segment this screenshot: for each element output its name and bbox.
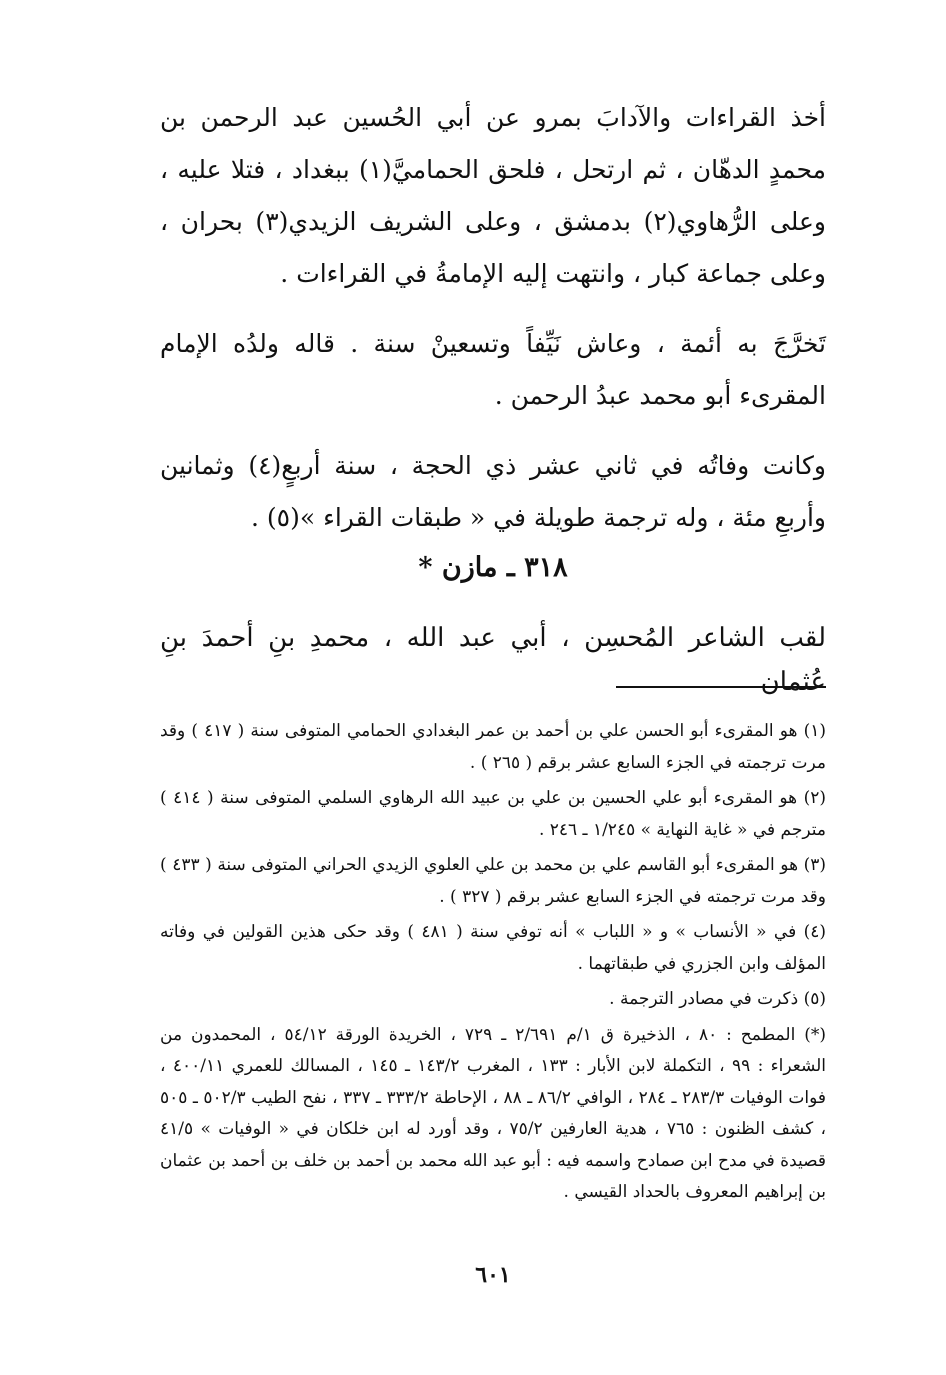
footnote-sources: (*) المطمح : ٨٠ ، الذخيرة ق ١/م ٢/٦٩١ ـ ٧٢٩ ، الخريدة الورقة ٥٤/١٢ ، المحمدون من الشعراء : ٩٩ ، التكملة لابن الأبار : ١٣٣ ، المغرب ١٤٣/٢ ـ ١٤٥ ، المسالك للعمري ٤٠٠/١١ ، فوات الوفيات ٢٨٣/٣ ـ ٢٨٤ ، الوافي ٨٦/٢ ـ ٨٨ ، الإحاطة ٣٣٣/٢ ـ ٣٣٧ ، نفح الطيب ٥٠٢/٣ ـ ٥٠٥ ، كشف الظنون : ٧٦٥ ، هدية العارفين ٧٥/٢ ، وقد أورد له ابن خلكان في « الوفيات » ٤١/٥ قصيدة في مدح ابن صمادح واسمه فيه : أبو عبد الله محمد بن أحمد بن خلف بن أحمد بن عثمان بن إبراهيم المعروف بالحداد القيسي . <box>160 1024 827 1202</box>
footnote-1: (١) هو المقرىء أبو الحسن علي بن أحمد بن عمر البغدادي الحمامي المتوفى سنة ( ٤١٧ ) وقد مرت ترجمته في الجزء السابع عشر برقم ( ٢٦٥ ) . <box>160 721 826 773</box>
footnote-2: (٢) هو المقرىء أبو علي الحسين بن علي بن عبيد الله الرهاوي السلمي المتوفى سنة ( ٤١٤ ) مترجم في « غاية النهاية » ١/٢٤٥ ـ ٢٤٦ . <box>160 788 826 840</box>
footnote-separator <box>616 686 826 688</box>
paragraph-2: تَخرَّجَ به أئمة ، وعاش نَيِّفاً وتسعينْ سنة . قاله ولدُه الإمام المقرىء أبو محمد عبدُ الرحمن . <box>160 329 826 410</box>
paragraph-3: وكانت وفاتُه في ثاني عشر ذي الحجة ، سنة أربعٍ(٤) وثمانين وأربعِ مئة ، وله ترجمة طويلة في « طبقات القراء »(٥) . <box>160 451 827 532</box>
main-text <box>160 92 826 562</box>
footnote-5: (٥) ذكرت في مصادر الترجمة . <box>609 989 826 1009</box>
footnote-3: (٣) هو المقرىء أبو القاسم علي بن محمد بن علي العلوي الزيدي الحراني المتوفى سنة ( ٤٣٣ ) وقد مرت ترجمته في الجزء السابع عشر برقم ( ٣٢٧ ) . <box>160 855 826 907</box>
paragraph-1: أخذ القراءات والآدابَ بمرو عن أبي الحُسين عبد الرحمن بن محمدٍ الدهّان ، ثم ارتحل ، فلحق الحماميَّ(١) ببغداد ، فتلا عليه ، وعلى الرُّهاوي(٢) بدمشق ، وعلى الشريف الزيدي(٣) بحران ، وعلى جماعة كبار ، وانتهت إليه الإمامةُ في القراءات . <box>160 103 826 288</box>
entry-heading: ٣١٨ ـ مازن * <box>418 552 568 583</box>
footnote-4: (٤) في « الأنساب » و « اللباب » أنه توفي سنة ( ٤٨١ ) وقد حكى هذين القولين في وفاته المؤلف وابن الجزري في طبقاتهما . <box>160 922 826 974</box>
page-number: ٦٠١ <box>475 1262 511 1288</box>
footnotes <box>160 716 826 1213</box>
entry-first-line: لقب الشاعر المُحسِن ، أبي عبد الله ، محمدِ بنِ أحمدَ بنِ عُثمان <box>160 623 826 697</box>
